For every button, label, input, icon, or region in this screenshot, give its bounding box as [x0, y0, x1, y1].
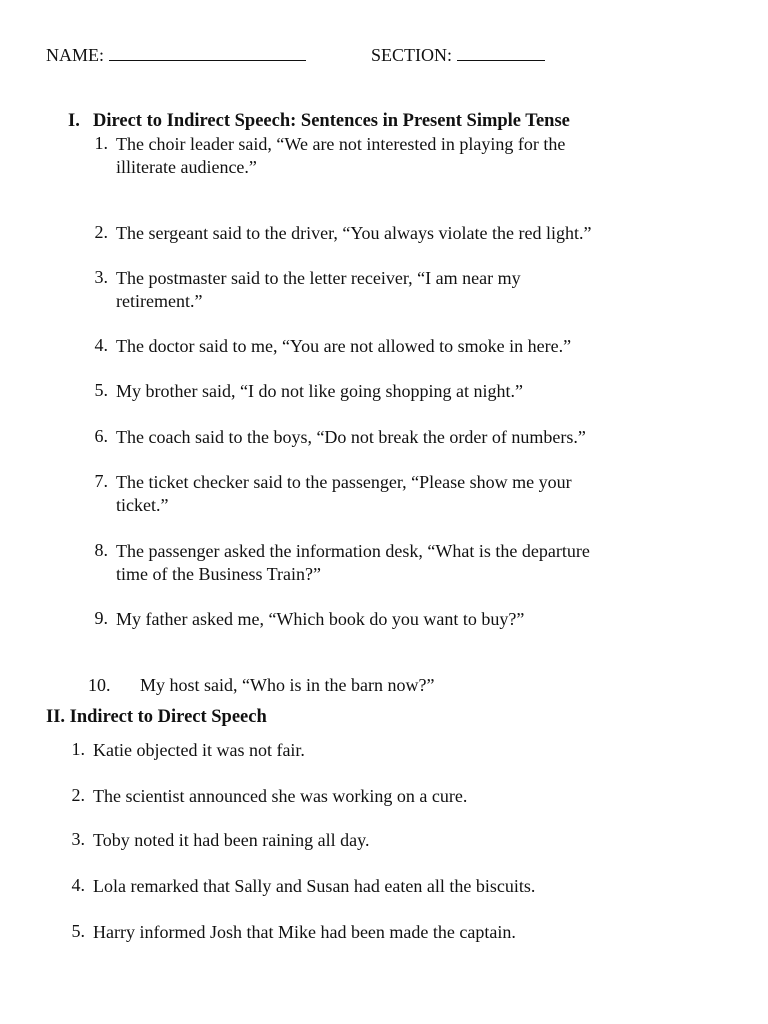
- item-text: The scientist announced she was working on a cure.: [93, 786, 468, 806]
- section1-title: Direct to Indirect Speech: Sentences in Present Simple Tense: [93, 111, 570, 131]
- item-text: retirement.”: [116, 291, 203, 311]
- item-number: 2.: [71, 785, 85, 805]
- name-blank[interactable]: [109, 44, 306, 61]
- item-number: 2.: [94, 222, 108, 242]
- section1-numeral: I.: [68, 111, 80, 131]
- item-text: Lola remarked that Sally and Susan had eaten all the biscuits.: [93, 876, 536, 896]
- item-text: The doctor said to me, “You are not allowed to smoke in here.”: [116, 336, 572, 356]
- item-text: My host said, “Who is in the barn now?”: [140, 675, 435, 695]
- item-number: 10.: [88, 675, 111, 695]
- item-text: The sergeant said to the driver, “You always violate the red light.”: [116, 223, 592, 243]
- section-blank[interactable]: [457, 44, 545, 61]
- item-number: 5.: [94, 380, 108, 400]
- item-number: 3.: [71, 829, 85, 849]
- section-label: SECTION:: [371, 45, 452, 65]
- item-text: My father asked me, “Which book do you want to buy?”: [116, 609, 525, 629]
- name-row: [46, 44, 306, 67]
- section2-title: II. Indirect to Direct Speech: [46, 707, 267, 727]
- item-text: The choir leader said, “We are not interested in playing for the: [116, 134, 566, 154]
- item-text: Katie objected it was not fair.: [93, 740, 305, 760]
- item-number: 9.: [94, 608, 108, 628]
- item-text: Harry informed Josh that Mike had been made the captain.: [93, 922, 516, 942]
- item-text: My brother said, “I do not like going shopping at night.”: [116, 381, 523, 401]
- item-text: ticket.”: [116, 495, 169, 515]
- item-text: The passenger asked the information desk, “What is the departure: [116, 541, 590, 561]
- item-text: time of the Business Train?”: [116, 564, 321, 584]
- item-number: 4.: [71, 875, 85, 895]
- item-text: The postmaster said to the letter receiver, “I am near my: [116, 268, 521, 288]
- item-text: The ticket checker said to the passenger, “Please show me your: [116, 472, 572, 492]
- item-number: 1.: [94, 133, 108, 153]
- item-number: 8.: [94, 540, 108, 560]
- item-number: 4.: [94, 335, 108, 355]
- item-number: 3.: [94, 267, 108, 287]
- section-row: [371, 44, 545, 67]
- item-text: The coach said to the boys, “Do not break the order of numbers.”: [116, 427, 586, 447]
- item-number: 7.: [94, 471, 108, 491]
- item-number: 1.: [71, 739, 85, 759]
- item-text: illiterate audience.”: [116, 157, 257, 177]
- item-text: Toby noted it had been raining all day.: [93, 830, 370, 850]
- item-number: 6.: [94, 426, 108, 446]
- name-label: NAME:: [46, 45, 104, 65]
- item-number: 5.: [71, 921, 85, 941]
